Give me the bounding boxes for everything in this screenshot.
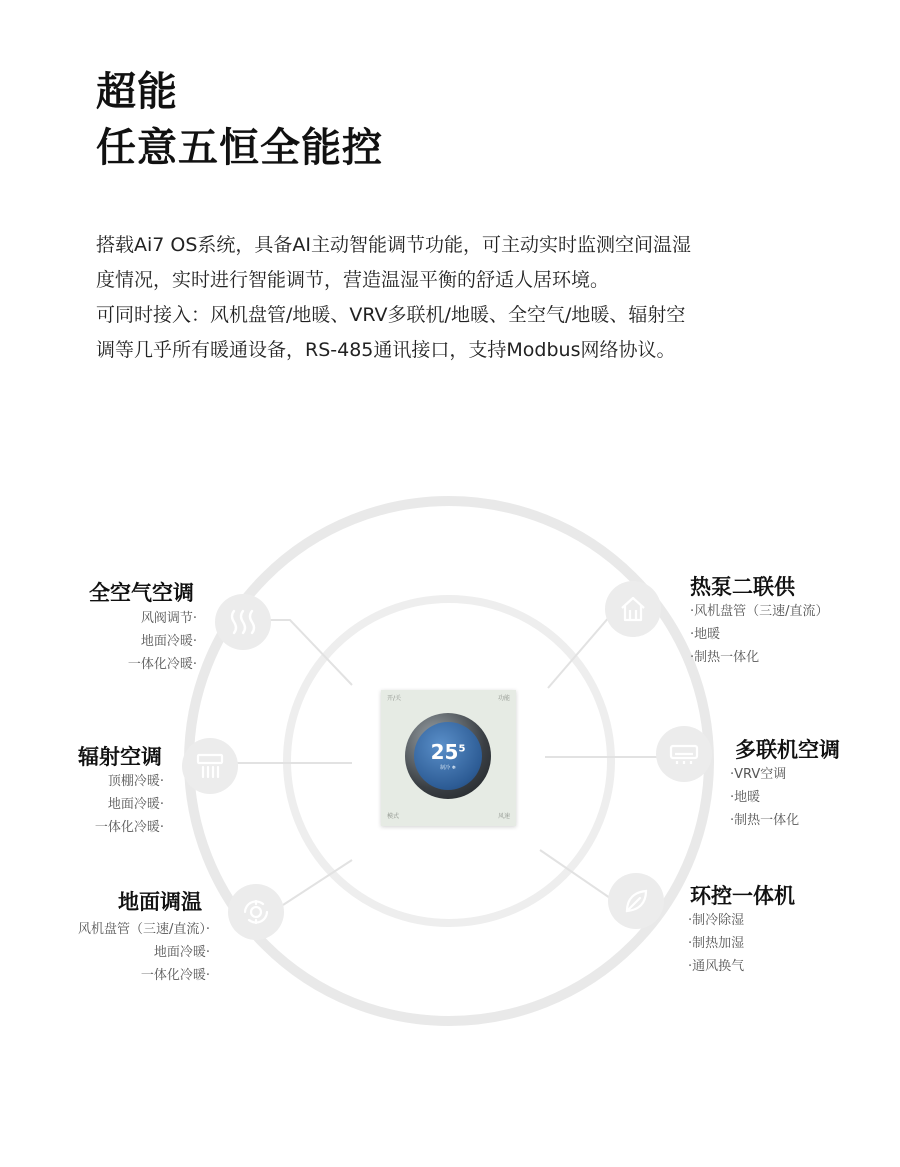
- air-conditioner-icon: [656, 726, 712, 782]
- thermostat-panel: [381, 690, 516, 826]
- feature-list-floor: [40, 918, 210, 987]
- device-corner-label: 风速: [497, 813, 510, 820]
- feature-list-radiant: [80, 770, 164, 839]
- list-item: ·风机盘管（三速/直流）: [690, 604, 829, 619]
- temperature-value: 25: [430, 739, 459, 764]
- feature-title-heat-pump: 热泵二联供: [690, 575, 795, 599]
- feature-list-vrv: [730, 763, 799, 832]
- temperature-decimal: 5: [458, 742, 466, 754]
- heat-pump-house-icon: [605, 581, 661, 637]
- list-item: ·地暖: [730, 790, 761, 805]
- list-item: 地面冷暖·: [140, 634, 197, 649]
- device-corner-label: 模式: [387, 813, 400, 820]
- list-item: ·通风换气: [688, 959, 745, 974]
- temperature-readout: [430, 739, 466, 764]
- list-item: ·VRV空调: [730, 767, 787, 782]
- list-item: 一体化冷暖·: [127, 657, 197, 672]
- list-item: 一体化冷暖·: [94, 820, 164, 835]
- list-item: ·制冷除湿: [688, 913, 745, 928]
- feature-title-floor: 地面调温: [118, 890, 202, 914]
- description-line: 调等几乎所有暖通设备，RS-485通讯接口，支持Modbus网络协议。: [96, 339, 676, 361]
- list-item: ·制热一体化: [690, 650, 760, 665]
- radiant-panel-icon: [182, 738, 238, 794]
- connector-line: [540, 850, 610, 898]
- list-item: 地面冷暖·: [107, 797, 164, 812]
- description: [96, 228, 816, 368]
- description-line: 度情况，实时进行智能调节，营造温湿平衡的舒适人居环境。: [96, 269, 610, 291]
- thermostat-knob: [405, 713, 491, 799]
- feature-title-env-control: 环控一体机: [690, 884, 795, 908]
- list-item: 一体化冷暖·: [140, 968, 210, 983]
- page-title-line2: 任意五恒全能控: [96, 125, 383, 171]
- description-line: 可同时接入：风机盘管/地暖、VRV多联机/地暖、全空气/地暖、辐射空: [96, 304, 686, 326]
- feature-list-all-air: [100, 607, 197, 676]
- feature-title-vrv: 多联机空调: [735, 738, 840, 762]
- page-title-line1: 超能: [96, 69, 178, 115]
- airflow-icon: [215, 594, 271, 650]
- connector-line: [283, 860, 352, 905]
- feature-title-radiant: 辐射空调: [78, 745, 162, 769]
- feature-title-all-air: 全空气空调: [89, 581, 194, 605]
- feature-list-heat-pump: [690, 600, 829, 669]
- thermostat-display: [414, 722, 482, 790]
- list-item: ·制热一体化: [730, 813, 800, 828]
- list-item: 顶棚冷暖·: [107, 774, 164, 789]
- device-corner-label: 开/关: [387, 695, 402, 702]
- list-item: 风阀调节·: [140, 611, 197, 626]
- device-corner-label: 功能: [497, 695, 510, 702]
- feature-list-env-control: [688, 909, 744, 978]
- floor-heating-icon: [228, 884, 284, 940]
- list-item: ·地暖: [690, 627, 721, 642]
- mode-label: 制冷 ❅: [440, 764, 456, 771]
- leaf-icon: [608, 873, 664, 929]
- description-line: 搭载Ai7 OS系统，具备AI主动智能调节功能，可主动实时监测空间温湿: [96, 234, 692, 256]
- list-item: ·制热加湿: [688, 936, 745, 951]
- list-item: 地面冷暖·: [153, 945, 210, 960]
- list-item: 风机盘管（三速/直流）·: [77, 922, 210, 937]
- connector-line: [548, 616, 610, 688]
